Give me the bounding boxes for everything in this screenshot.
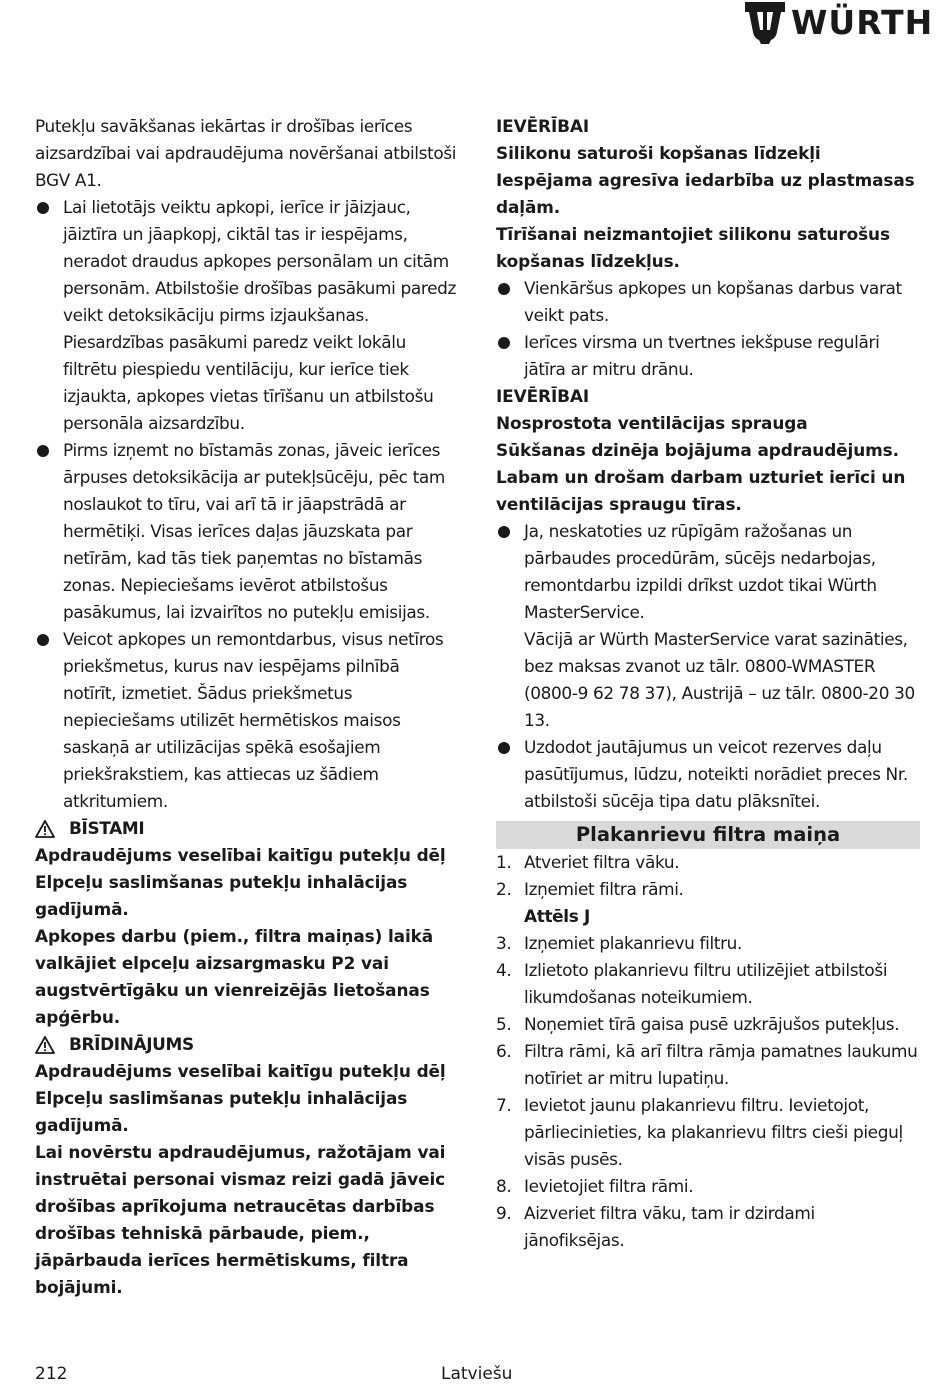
left-column [35, 113, 457, 1301]
step-item: 2. Izņemiet filtra rāmi. [496, 879, 684, 899]
step-item: 8. Ievietojiet filtra rāmi. [496, 1176, 694, 1196]
warning-text: Lai novērstu apdraudējumus, ražotājam vai instruētai personai vismaz reizi gadā jāveic drošības aprīkojuma netraucētas darbības drošības tehniskā pārbaude, piem., jāpārbauda ierīces hermētiskums, filtra bojājumi. [35, 1142, 446, 1297]
warning-text: Apdraudējums veselībai kaitīgu putekļu dēļ [35, 1061, 446, 1081]
wurth-logo [745, 2, 945, 44]
list-item: Ierīces virsma un tvertnes iekšpuse regulāri jātīra ar mitru drānu. [496, 329, 920, 383]
notice-text: Iespējama agresīva iedarbība uz plastmasas daļām. [496, 170, 915, 217]
list-item: Lai lietotājs veiktu apkopi, ierīce ir jāizjauc, jāiztīra un jāapkopj, ciktāl tas ir iespējams, neradot draudus apkopes personālam un citām personām. Atbilstošie drošības pasākumi paredz veikt detoksikāciju pirms izjaukšanas. Piesardzības pasākumi paredz veikt lokālu filtrētu piespiedu ventilāciju, kur ierīce tiek izjaukta, apkopes vietas tīrīšanu un atbilstošu personāla aizsardzību. [35, 194, 457, 437]
step-item: 3. Izņemiet plakanrievu filtru. [496, 933, 743, 953]
bullet-icon [498, 526, 510, 538]
notice-text: Sūkšanas dzinēja bojājuma apdraudējums. [496, 440, 899, 460]
list-item: Uzdodot jautājumus un veicot rezerves daļu pasūtījumus, lūdzu, noteikti norādiet preces Nr. atbilstoši sūcēja tipa datu plāksnītei. [496, 734, 920, 815]
step-item: 5. Noņemiet tīrā gaisa pusē uzkrājušos putekļus. [496, 1014, 900, 1034]
danger-text: Apkopes darbu (piem., filtra maiņas) laikā valkājiet elpceļu aizsargmasku P2 vai augstvērtīgāku un vienreizējās lietošanas apģērbu. [35, 926, 434, 1027]
step-item: 1. Atveriet filtra vāku. [496, 852, 680, 872]
notice-heading: IEVĒRĪBAI [496, 386, 590, 406]
step-item: 4. Izlietoto plakanrievu filtru utilizējiet atbilstoši likumdošanas noteikumiem. [496, 960, 888, 1007]
page-number: 212 [35, 1364, 68, 1384]
danger-heading: BĪSTAMI [35, 815, 457, 842]
logo-wordmark: WÜRTH [791, 3, 934, 42]
list-item: Vienkāršus apkopes un kopšanas darbus varat veikt pats. [496, 275, 920, 329]
bullet-icon [37, 634, 49, 646]
danger-text: Elpceļu saslimšanas putekļu inhalācijas gadījumā. [35, 872, 408, 919]
warning-heading: BRĪDINĀJUMS [35, 1031, 457, 1058]
step-item: 6. Filtra rāmi, kā arī filtra rāmja pamatnes laukumu notīriet ar mitru lupatiņu. [496, 1041, 918, 1088]
bullet-icon [37, 202, 49, 214]
list-item: Ja, neskatoties uz rūpīgām ražošanas un pārbaudes procedūrām, sūcējs nedarbojas, remontdarbu izpildi drīkst uzdot tikai Würth MasterService. [496, 518, 920, 626]
bullet-icon [498, 337, 510, 349]
language-label: Latviešu [441, 1364, 513, 1384]
step-item: 7. Ievietot jaunu plakanrievu filtru. Ievietojot, pārliecinieties, ka plakanrievu filtrs cieši pieguļ visās pusēs. [496, 1095, 903, 1169]
wurth-logo-mark-icon [745, 2, 785, 44]
intro-paragraph: Putekļu savākšanas iekārtas ir drošības ierīces aizsardzībai vai apdraudējuma novēršanai atbilstoši BGV A1. [35, 116, 457, 190]
notice-text: Nosprostota ventilācijas sprauga [496, 413, 808, 433]
warning-triangle-icon [35, 1036, 55, 1054]
warning-triangle-icon [35, 820, 55, 838]
warning-text: Elpceļu saslimšanas putekļu inhalācijas gadījumā. [35, 1088, 408, 1135]
notice-text: Labam un drošam darbam uzturiet ierīci un ventilācijas spraugu tīras. [496, 467, 906, 514]
bullet-icon [498, 742, 510, 754]
figure-reference: Attēls J [524, 906, 590, 926]
danger-text: Apdraudējums veselībai kaitīgu putekļu dēļ [35, 845, 446, 865]
notice-text: Tīrīšanai neizmantojiet silikonu saturošus kopšanas līdzekļus. [496, 224, 890, 271]
section-title: Plakanrievu filtra maiņa [496, 821, 920, 849]
right-column [496, 113, 920, 1254]
bullet-icon [498, 283, 510, 295]
page-footer [35, 1362, 915, 1386]
notice-text: Silikonu saturoši kopšanas līdzekļi [496, 143, 821, 163]
step-item: 9. Aizveriet filtra vāku, tam ir dzirdami jānofiksējas. [496, 1203, 815, 1250]
bullet-icon [37, 445, 49, 457]
list-item-continuation: Vācijā ar Würth MasterService varat sazināties, bez maksas zvanot uz tālr. 0800-WMASTER (0800-9 62 78 37), Austrijā – uz tālr. 0800-20 30 13. [524, 629, 915, 730]
list-item: Veicot apkopes un remontdarbus, visus netīros priekšmetus, kurus nav iespējams pilnībā notīrīt, izmetiet. Šādus priekšmetus nepieciešams utilizēt hermētiskos maisos saskaņā ar utilizācijas spēkā esošajiem priekšrakstiem, kas attiecas uz šādiem atkritumiem. [35, 626, 457, 815]
list-item: Pirms izņemt no bīstamās zonas, jāveic ierīces ārpuses detoksikācija ar putekļsūcēju, pēc tam noslaukot to tīru, vai arī tā ir jāapstrādā ar hermētiķi. Visas ierīces daļas jāuzskata par netīrām, kad tās tiek paņemtas no bīstamās zonas. Nepieciešams ievērot atbilstošus pasākumus, lai izvairītos no putekļu emisijas. [35, 437, 457, 626]
notice-heading: IEVĒRĪBAI [496, 116, 590, 136]
